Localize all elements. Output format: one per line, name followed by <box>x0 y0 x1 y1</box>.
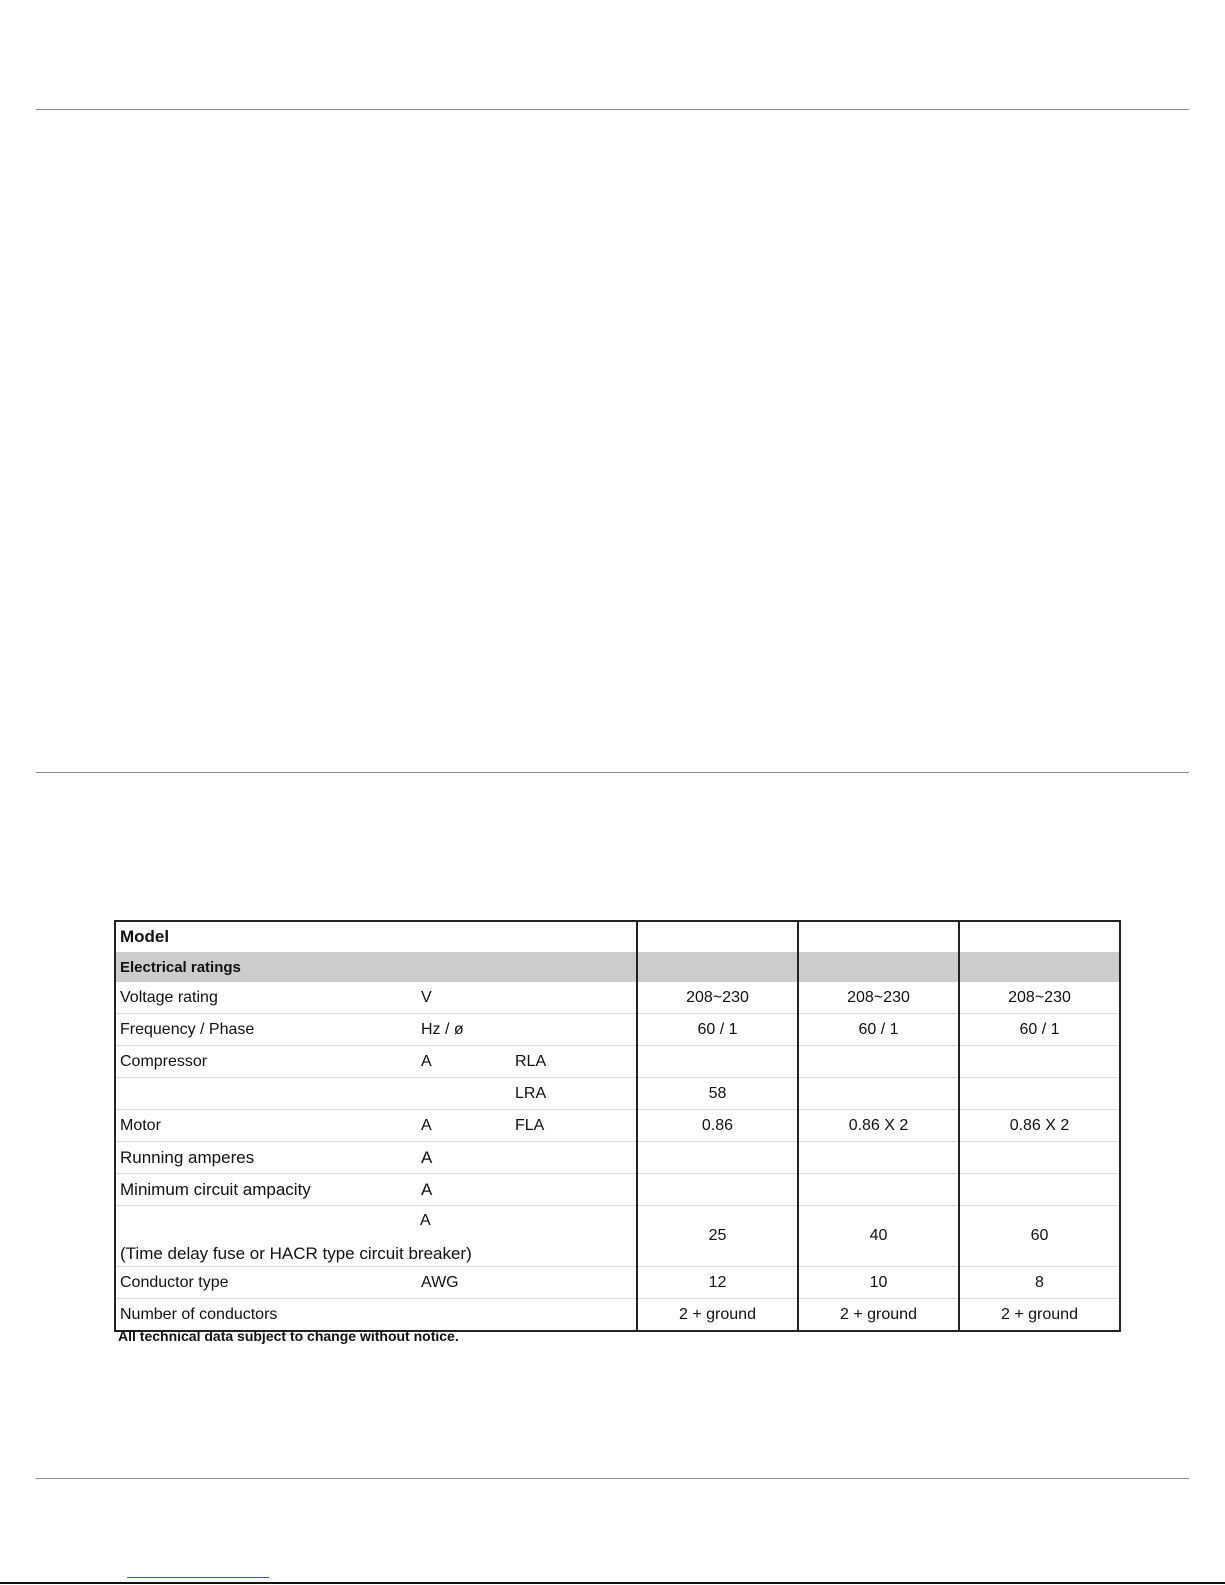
value-cell: 208~230 <box>798 982 959 1014</box>
row-label: (Time delay fuse or HACR type circuit breaker) <box>120 1244 472 1263</box>
value-cell: 8 <box>959 1267 1120 1299</box>
footer-line <box>0 1582 1225 1584</box>
middle-divider <box>36 772 1189 773</box>
voltage-row <box>115 982 1120 1014</box>
value-cell: 40 <box>798 1206 959 1267</box>
compressor-lra-row <box>115 1078 1120 1110</box>
model-cell-3 <box>959 921 1120 952</box>
row-sub-label: RLA <box>511 1046 637 1078</box>
value-cell: 0.86 X 2 <box>798 1110 959 1142</box>
value-cell: 0.86 X 2 <box>959 1110 1120 1142</box>
row-label: Running amperes <box>115 1142 417 1174</box>
min-circuit-row <box>115 1174 1120 1206</box>
fuse-row <box>115 1206 1120 1267</box>
row-sub-label: FLA <box>511 1110 637 1142</box>
value-cell: 2 + ground <box>637 1299 798 1332</box>
value-cell: 2 + ground <box>959 1299 1120 1332</box>
value-cell: 25 <box>637 1206 798 1267</box>
row-label: Frequency / Phase <box>115 1014 417 1046</box>
row-sub-label: LRA <box>511 1078 637 1110</box>
value-cell <box>637 1046 798 1078</box>
row-unit: A <box>417 1046 511 1078</box>
row-unit: AWG <box>417 1267 511 1299</box>
value-cell: 0.86 <box>637 1110 798 1142</box>
value-cell: 2 + ground <box>798 1299 959 1332</box>
value-cell <box>798 1078 959 1110</box>
frequency-row <box>115 1014 1120 1046</box>
row-unit: A <box>417 1142 511 1174</box>
value-cell: 60 / 1 <box>959 1014 1120 1046</box>
electrical-spec-table <box>114 920 1121 1332</box>
running-amperes-row <box>115 1142 1120 1174</box>
model-label: Model <box>120 927 170 946</box>
section-row <box>115 952 1120 982</box>
model-row <box>115 921 1120 952</box>
value-cell: 60 <box>959 1206 1120 1267</box>
conductor-type-row <box>115 1267 1120 1299</box>
row-label: Minimum circuit ampacity <box>115 1174 417 1206</box>
row-unit: V <box>421 988 432 1006</box>
model-cell-1 <box>637 921 798 952</box>
motor-row <box>115 1110 1120 1142</box>
bottom-divider <box>36 1478 1189 1479</box>
value-cell: 60 / 1 <box>798 1014 959 1046</box>
top-divider <box>36 109 1189 110</box>
value-cell: 12 <box>637 1267 798 1299</box>
row-unit: A <box>420 1212 431 1229</box>
row-label: Number of conductors <box>115 1299 417 1332</box>
value-cell: 58 <box>637 1078 798 1110</box>
value-cell <box>798 1046 959 1078</box>
row-unit: Hz / ø <box>417 1014 511 1046</box>
section-label: Electrical ratings <box>115 952 637 982</box>
disclaimer-note: All technical data subject to change without notice. <box>118 1328 459 1344</box>
value-cell: 208~230 <box>959 982 1120 1014</box>
model-cell-2 <box>798 921 959 952</box>
value-cell: 60 / 1 <box>637 1014 798 1046</box>
row-label: Compressor <box>115 1046 417 1078</box>
value-cell: 208~230 <box>637 982 798 1014</box>
footer-link-underline[interactable] <box>127 1577 269 1578</box>
value-cell: 10 <box>798 1267 959 1299</box>
conductors-row <box>115 1299 1120 1332</box>
value-cell <box>959 1078 1120 1110</box>
value-cell <box>959 1046 1120 1078</box>
row-unit: A <box>417 1110 511 1142</box>
row-label: Conductor type <box>115 1267 417 1299</box>
row-label: Motor <box>115 1110 417 1142</box>
row-unit: A <box>417 1174 511 1206</box>
compressor-rla-row <box>115 1046 1120 1078</box>
row-label: Voltage rating <box>120 988 218 1006</box>
